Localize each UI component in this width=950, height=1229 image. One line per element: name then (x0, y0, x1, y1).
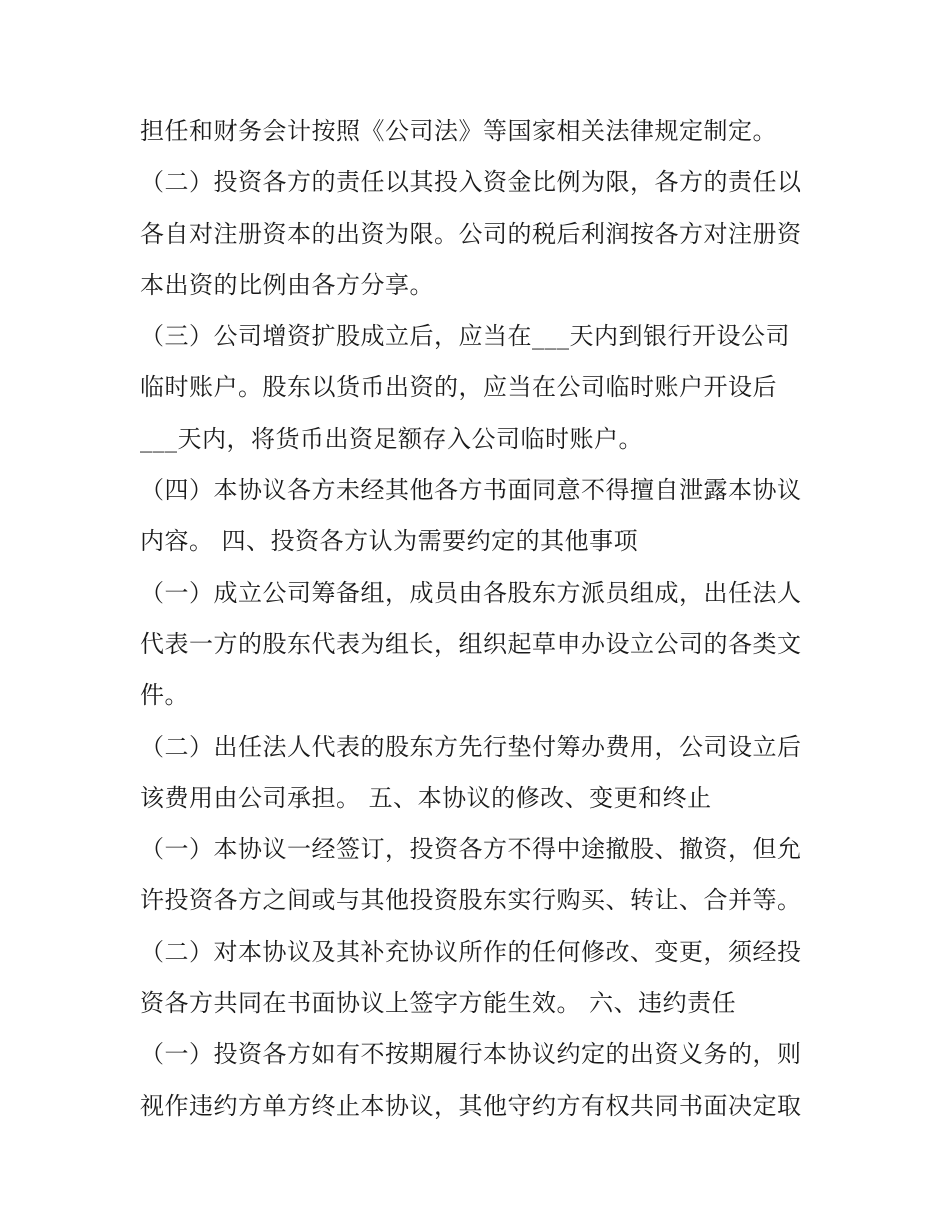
text-line: （二）对本协议及其补充协议所作的任何修改、变更，须经投 (140, 937, 802, 966)
text-line: 本出资的比例由各方分享。 (140, 270, 434, 299)
text-line: 临时账户。股东以货币出资的，应当在公司临时账户开设后 (140, 373, 777, 402)
text-line: 内容。 四、投资各方认为需要约定的其他事项 (140, 527, 639, 556)
text-line: 资各方共同在书面协议上签字方能生效。 六、违约责任 (140, 989, 737, 1018)
text-line: （一）投资各方如有不按期履行本协议约定的出资义务的，则 (140, 1040, 802, 1069)
text-line: 许投资各方之间或与其他投资股东实行购买、转让、合并等。 (140, 886, 802, 915)
text-line: 视作违约方单方终止本协议，其他守约方有权共同书面决定取 (140, 1091, 802, 1120)
text-line: （一）成立公司筹备组，成员由各股东方派员组成，出任法人 (140, 578, 802, 607)
text-line: （四）本协议各方未经其他各方书面同意不得擅自泄露本协议 (140, 476, 802, 505)
document-body (140, 106, 820, 1132)
text-line: 代表一方的股东代表为组长，组织起草申办设立公司的各类文 (140, 629, 802, 658)
text-line: 各自对注册资本的出资为限。公司的税后利润按各方对注册资 (140, 219, 802, 248)
text-line: 担任和财务会计按照《公司法》等国家相关法律规定制定。 (140, 117, 777, 145)
text-line: ___天内，将货币出资足额存入公司临时账户。 (140, 424, 643, 453)
text-line: （二）投资各方的责任以其投入资金比例为限，各方的责任以 (140, 168, 802, 197)
text-line: 件。 (140, 681, 189, 710)
text-line: （三）公司增资扩股成立后，应当在___天内到银行开设公司 (140, 322, 790, 351)
text-line: （一）本协议一经签订，投资各方不得中途撤股、撤资，但允 (140, 835, 802, 864)
text-line: 该费用由公司承担。 五、本协议的修改、变更和终止 (140, 783, 712, 812)
text-line: （二）出任法人代表的股东方先行垫付筹办费用，公司设立后 (140, 732, 802, 761)
